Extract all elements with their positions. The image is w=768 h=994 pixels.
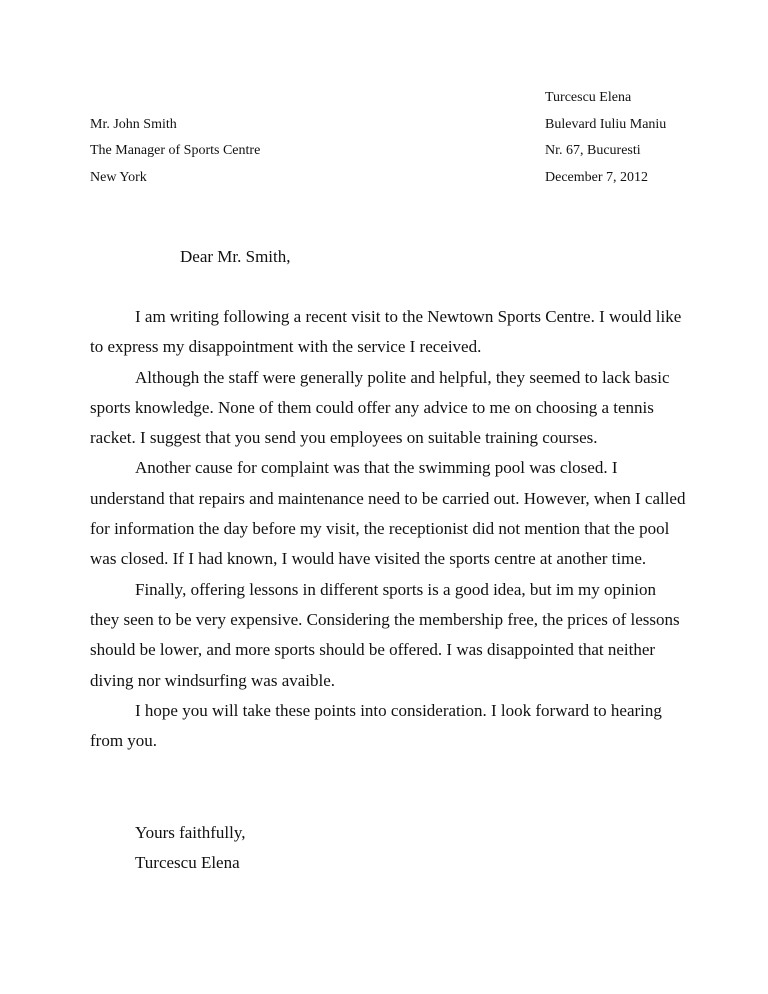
valediction: Yours faithfully, <box>135 823 246 842</box>
sender-street: Bulevard Iuliu Maniu <box>545 117 667 132</box>
body-paragraph: I hope you will take these points into consideration. I look forward to hearing from you. <box>90 700 662 751</box>
salutation: Dear Mr. Smith, <box>180 247 291 266</box>
recipient-name: Mr. John Smith <box>90 117 177 132</box>
sender-city-line: Nr. 67, Bucuresti <box>545 143 641 158</box>
body-paragraph: I am writing following a recent visit to the Newtown Sports Centre. I would like to express my disappointment with the service I received. <box>90 307 682 357</box>
letter-body <box>90 302 688 756</box>
body-paragraph: Although the staff were generally polite and helpful, they seemed to lack basic sports knowledge. None of them could offer any advice to me on choosing a tennis racket. I suggest that you send you employees on suitable training courses. <box>90 367 670 448</box>
recipient-city: New York <box>90 170 147 185</box>
body-paragraph: Finally, offering lessons in different sports is a good idea, but im my opinion they seen to be very expensive. Considering the membership free, the prices of lessons should be lower, and more sports should be offered. I was disappointed that neither diving nor windsurfing was avaible. <box>90 579 680 690</box>
letter-date: December 7, 2012 <box>545 170 649 185</box>
sender-name: Turcescu Elena <box>545 90 632 105</box>
signature: Turcescu Elena <box>135 853 240 872</box>
body-paragraph: Another cause for complaint was that the swimming pool was closed. I understand that repairs and maintenance need to be carried out. However, when I called for information the day before my visit, the receptionist did not mention that the pool was closed. If I had known, I would have visited the sports centre at another time. <box>90 458 686 569</box>
recipient-title: The Manager of Sports Centre <box>90 143 261 158</box>
